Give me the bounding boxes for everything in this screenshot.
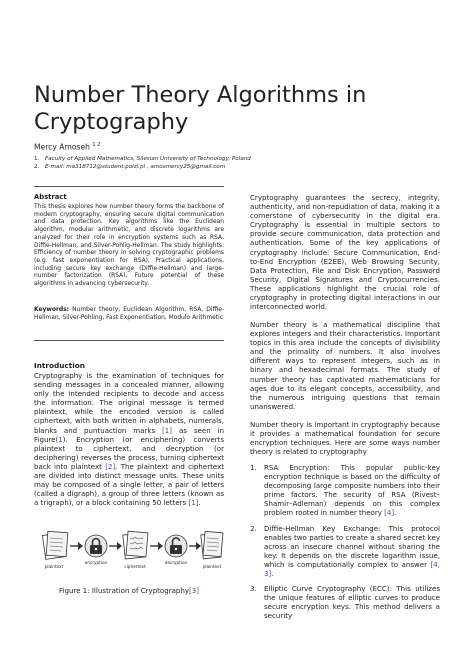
right-paragraph-2: Number theory is a mathematical discipline that explores integers and their characteristics. Important topics in this area include the concepts of divisibility and the primality of numbers. It also involves different ways to represent integers, such as in binary and hexadecimal formats. The study of number theory has captivated mathematicians for ages due to its elegant concepts, accessibility, and the numerous intriguing questions that remain unanswered. <box>250 320 440 411</box>
crypto-number-theory-list <box>250 463 440 627</box>
affiliation-number: 2. <box>34 164 40 171</box>
author-affil-marks: 1 2 <box>92 142 101 148</box>
figure-reference-link[interactable]: 1 <box>58 434 63 444</box>
arrow-icon <box>150 542 163 550</box>
abstract-heading: Abstract <box>34 193 67 201</box>
encryption-lock-icon <box>85 535 107 557</box>
arrow-icon <box>189 542 201 550</box>
affiliation-text: Faculty of Applied Mathematics, Silesian University of Technology, Poland <box>45 156 251 162</box>
introduction-heading: Introduction <box>34 361 85 370</box>
abstract-text: This thesis explores how number theory forms the backbone of modern cryptography, ensuring secure digital communication and data protection. Key algorithms like the Euclidean algorithm, modular arithmetic, and discrete logarithms are analyzed for their role in encryption systems such as RSA, Diffie-Hellman, and Silver-Pohlig-Hellman. The study highlights: Efficiency of number theory in solving cryptographic problems (e.g. fast exponentiation for RSA), Practical applications, including secure key exchange (Diffie-Hellman) and large-number factorization (RSA), Future potential of these algorithms in advancing cybersecurity. <box>34 203 224 288</box>
introduction-paragraph: Cryptography is the examination of techniques for sending messages in a concealed manner, allowing only the intended recipients to decode and access the information. The original message is termed plaintext, while the encoded version is called ciphertext, with both written in alphabets, numerals, blanks and puntuaction marks [1] as seen in Figure(1). Encryption (or enciphering) converts plaintext to ciphertext, and decryption (or deciphering) reverses the process, turning ciphertext back into plaintext [2]. The plaintext and ciphertext are divided into distinct message units. These units may be composed of a single letter, a pair of letters (called a digraph), a group of three letters (known as a trigraph), or a block containing 50 letters [1]. <box>34 371 225 508</box>
plaintext-document-icon <box>201 531 223 559</box>
figure-label: decryption <box>164 560 188 565</box>
figure-label: ciphertext <box>124 564 146 569</box>
abstract-top-rule <box>34 186 224 187</box>
list-item: 3. Elliptic Curve Cryptography (ECC): This utilizes the unique features of elliptic curves to produce secure encryption keys. This method delivers a security <box>250 584 440 621</box>
figure-label: plaintext <box>202 564 222 569</box>
abstract-bottom-rule <box>34 340 224 341</box>
figure-label: plaintext <box>44 564 64 569</box>
affiliations <box>34 155 251 171</box>
keywords-label: Keywords: <box>34 306 70 313</box>
arrow-icon <box>109 542 122 550</box>
citation-link[interactable]: [4, 3] <box>264 559 440 579</box>
citation-link[interactable]: [1] <box>188 498 199 508</box>
author-name: Mercy Amoseh <box>34 142 90 152</box>
figure-label: encryption <box>84 560 108 565</box>
paper-title: Number Theory Algorithms in Cryptography <box>34 82 367 135</box>
arrow-icon <box>70 542 83 550</box>
figure-caption: Figure 1: Illustration of Cryptography[3] <box>58 586 200 595</box>
citation-link[interactable]: [1] <box>162 425 173 435</box>
decryption-lock-icon <box>165 535 187 557</box>
right-paragraph-3: Number theory is important in cryptography because it provides a mathematical foundation for secure encryption techniques. Here are some ways number theory is related to cryptography <box>250 420 440 457</box>
affiliation-2 <box>34 163 251 171</box>
right-paragraph-1: Cryptography guarantees the secrecy, integrity, authenticity, and non-repudiation of data, making it a cornerstone of cybersecurity in the digital era. Cryptography is essential in multiple sectors to provide secure communication, data protection and authentication. Some of the key applications of cryptography include: Secure Communication, End-to-End Encryption (E2EE), Web Browsing Security, Data Protection, File and Disk Encryption, Password Security, Digital Signatures and Cryptocurrencies. These applications highlight the crucial role of cryptography in protecting digital interactions in our interconnected world. <box>250 193 440 312</box>
citation-link[interactable]: [3] <box>189 586 200 595</box>
cryptography-illustration <box>34 524 224 574</box>
affiliation-text: E-mail: ma318712@student.polsl.pl , amosmercy25@gmail.com <box>45 164 226 171</box>
list-item: 2. Diffie-Hellman Key Exchange: This protocol enables two parties to create a shared secret key across an insecure channel without sharing the key. It depends on the discrete logarithm issue, which is computationally complex to answer [4, 3]. <box>250 523 440 579</box>
affiliation-number: 1. <box>34 156 40 162</box>
citation-link[interactable]: [2] <box>105 461 116 471</box>
plaintext-document-icon <box>42 531 67 559</box>
keywords <box>34 306 224 321</box>
author-line <box>34 140 100 153</box>
affiliation-1 <box>34 155 251 163</box>
list-item: 1. RSA Encryption: This popular public-key encryption technique is based on the difficulty of decomposing large composite numbers into their prime factors. The security of RSA (Rivest–Shamir–Adleman) depends on this complex problem rooted in number theory [4]. <box>250 463 440 518</box>
ciphertext-document-icon <box>123 531 148 559</box>
keywords-list: Number theory, Euclidean Algorithm, RSA, Diffie-Hellman, Silver-Pohling, Fast Exponentiation, Modulo Arithmetic <box>34 306 225 321</box>
citation-link[interactable]: [4] <box>384 508 395 518</box>
